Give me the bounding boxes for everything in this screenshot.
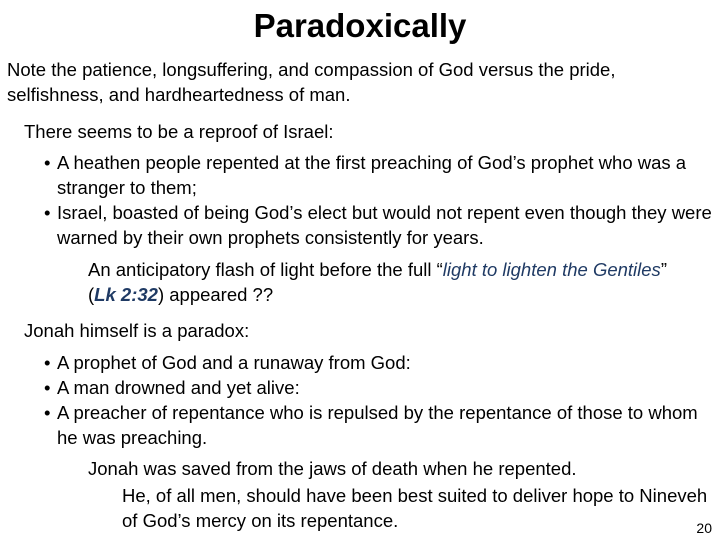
list-item — [24, 350, 714, 375]
bullet-icon: • — [44, 377, 51, 398]
list-item — [24, 375, 714, 400]
bullet-text: Israel, boasted of being God’s elect but would not repent even though they were warned by their own prophets consistently for years. — [57, 202, 712, 248]
section2-subpoint-1: Jonah was saved from the jaws of death when he repented. — [88, 458, 577, 479]
bullet-text: A man drowned and yet alive: — [57, 377, 300, 398]
list-item — [24, 200, 714, 250]
section1-bullet-list — [24, 150, 714, 250]
section1-subpoint — [88, 257, 688, 307]
bullet-text: A prophet of God and a runaway from God: — [57, 352, 411, 373]
scripture-quote: light to lighten the Gentiles — [442, 259, 661, 280]
subpoint-text-after: ) appeared ?? — [157, 284, 274, 305]
scripture-reference: Lk 2:32 — [94, 284, 158, 305]
bullet-icon: • — [44, 202, 51, 223]
bullet-icon: • — [44, 352, 51, 373]
intro-paragraph: Note the patience, longsuffering, and compassion of God versus the pride, selfishness, and hardheartedness of man. — [7, 59, 616, 105]
bullet-text: A heathen people repented at the first preaching of God’s prophet who was a stranger to them; — [57, 152, 687, 198]
page-number: 20 — [696, 520, 712, 536]
section2-subpoint-2: He, of all men, should have been best suited to deliver hope to Nineveh of God’s mercy on its repentance. — [122, 485, 708, 531]
subpoint-text-before: An anticipatory flash of light before the full “ — [88, 259, 443, 280]
bullet-icon: • — [44, 152, 51, 173]
section1-heading: There seems to be a reproof of Israel: — [24, 121, 334, 142]
bullet-text: A preacher of repentance who is repulsed by the repentance of those to whom he was preaching. — [57, 402, 698, 448]
section2-heading: Jonah himself is a paradox: — [24, 320, 250, 341]
subpoint-text-mid: ” ( — [88, 259, 667, 305]
list-item — [24, 150, 714, 200]
list-item — [24, 400, 714, 450]
bullet-icon: • — [44, 402, 51, 423]
section2-bullet-list — [24, 350, 714, 450]
slide-title: Paradoxically — [253, 7, 467, 44]
